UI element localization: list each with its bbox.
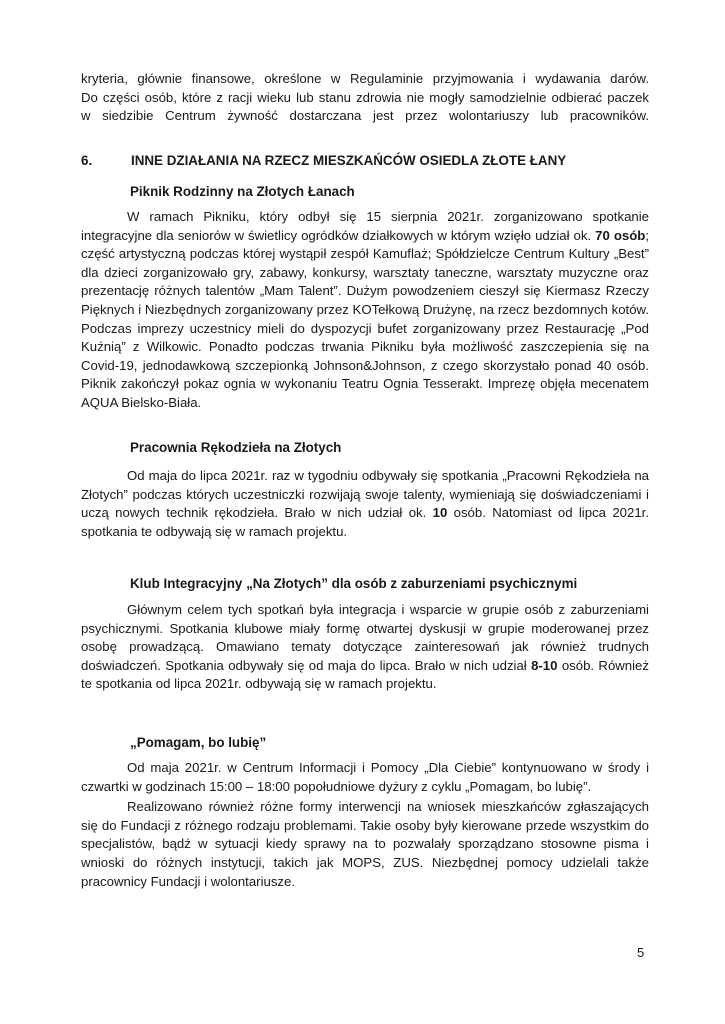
klub-paragraph <box>81 601 649 694</box>
intro-line-2: Do części osób, które z racji wieku lub stanu zdrowia nie mogły samodzielnie odbierać paczek <box>81 89 649 105</box>
pomagam-text-2: Realizowano również różne formy interwencji na wniosek mieszkańców zgłaszających się do Fundacji z różnego rodzaju problemami. Takie osoby były kierowane przede wszystkim do specjalistów, bądź w sytuacji kiedy sprawy na to pozwalały sporządzano stosowne pisma i wnioski do różnych instytucji, takich jak MOPS, ZUS. Niezbędnej pomocy udzielali także pracownicy Fundacji i wolontariusze. <box>81 799 649 889</box>
page-number: 5 <box>637 945 645 960</box>
pomagam-heading: „Pomagam, bo lubię” <box>130 735 267 750</box>
pomagam-text-1: Od maja 2021r. w Centrum Informacji i Pomocy „Dla Ciebie” kontynuowano w środy i czwartki w godzinach 15:00 – 18:00 popołudniowe dyżury z cyklu „Pomagam, bo lubię”. <box>81 760 649 794</box>
piknik-paragraph <box>81 208 649 413</box>
piknik-text: W ramach Pikniku, który odbył się 15 sierpnia 2021r. zorganizowano spotkanie integracyjne dla seniorów w świetlicy ogródków działkowych w którym wzięło udział ok. 70 osób; część artystyczną podczas której wystąpił zespół Kamuflaż; Spółdzielcze Centrum Kultury „Best” dla dzieci zorganizowało gry, zabawy, konkursy, warsztaty taneczne, warsztaty muzyczne oraz prezentację różnych talentów „Mam Talent”. Dużym powodzeniem cieszył się Kiermasz Rzeczy Pięknych i Niezbędnych zorganizowany przez KOTełkową Drużynę, na rzecz bezdomnych kotów. Podczas imprezy uczestnicy mieli do dyspozycji bufet zorganizowany przez Restaurację „Pod Kuźnią” z Wilkowic. Ponadto podczas trwania Pikniku była możliwość zaszczepienia się na Covid-19, jednodawkową szczepionką Johnson&Johnson, z czego skorzystało ponad 40 osób. Piknik zakończył pokaz ognia w wykonaniu Teatru Ognia Tesserakt. Imprezę objęła mecenatem AQUA Bielsko-Biała. <box>81 209 649 410</box>
klub-heading: Klub Integracyjny „Na Złotych” dla osób z zaburzeniami psychicznymi <box>130 576 578 591</box>
klub-text: Głównym celem tych spotkań była integracja i wsparcie w grupie osób z zaburzeniami psychicznymi. Spotkania klubowe miały formę otwartej dyskusji w grupie moderowanej przez osobę prowadzącą. Omawiano tematy dotyczące zainteresowań jak również trudnych doświadczeń. Spotkania odbywały się od maja do lipca. Brało w nich udział 8-10 osób. Również te spotkania od lipca 2021r. odbywają się w ramach projektu. <box>81 602 649 692</box>
piknik-heading: Piknik Rodzinny na Złotych Łanach <box>130 184 355 199</box>
pracownia-text: Od maja do lipca 2021r. raz w tygodniu odbywały się spotkania „Pracowni Rękodzieła na Złotych” podczas których uczestniczki rozwijają swoje talenty, wymieniają się doświadczeniami i uczą nowych technik rękodzieła. Brało w nich udział ok. 10 osób. Natomiast od lipca 2021r. spotkania te odbywają się w ramach projektu. <box>81 468 649 539</box>
intro-line-1: kryteria, głównie finansowe, określone w Regulaminie przyjmowania i wydawania darów. <box>81 71 649 86</box>
klub-count: 8-10 <box>531 657 558 673</box>
intro-paragraph <box>81 70 649 126</box>
pomagam-paragraphs <box>81 759 649 891</box>
piknik-count: 70 osób <box>595 227 646 243</box>
section-number: 6. <box>81 153 93 168</box>
pracownia-count: 10 <box>432 505 448 521</box>
section-title: INNE DZIAŁANIA NA RZECZ MIESZKAŃCÓW OSIEDLA ZŁOTE ŁANY <box>131 153 567 168</box>
pracownia-paragraph <box>81 467 649 541</box>
pracownia-heading: Pracownia Rękodzieła na Złotych <box>130 440 342 455</box>
intro-line-3: w siedzibie Centrum żywność dostarczana jest przez wolontariuszy lub pracowników. <box>81 108 649 124</box>
